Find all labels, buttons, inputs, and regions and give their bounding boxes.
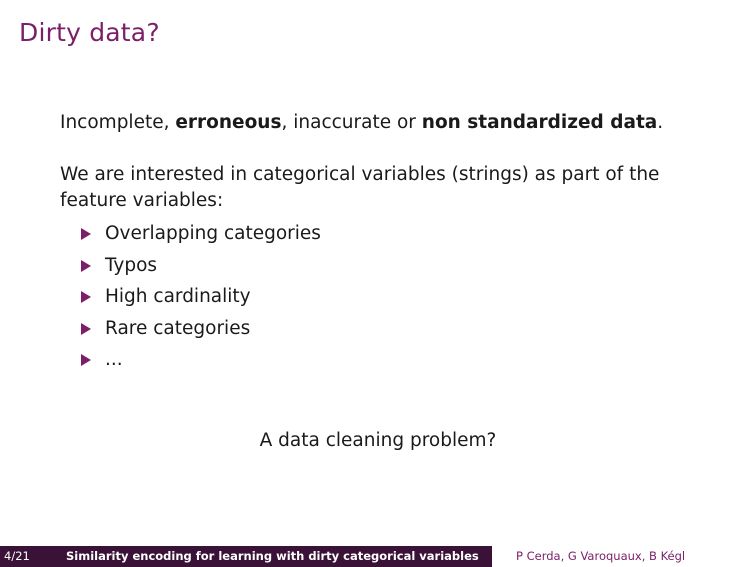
list-item-label: High cardinality <box>105 286 251 307</box>
list-item <box>60 250 700 282</box>
interest-sentence: We are interested in categorical variables (strings) as part of the feature variables: <box>60 164 660 211</box>
triangle-bullet-icon <box>81 228 91 240</box>
triangle-bullet-icon <box>81 323 91 335</box>
triangle-bullet-icon <box>81 260 91 272</box>
intro-text-2: , inaccurate or <box>281 112 422 133</box>
footer-bar <box>0 546 756 567</box>
closing-question: A data cleaning problem? <box>259 430 497 451</box>
intro-bold-non-standardized: non standardized data <box>421 112 658 133</box>
intro-sentence <box>60 110 700 136</box>
slide-title: Dirty data? <box>19 18 160 47</box>
list-item-label: Rare categories <box>105 317 251 339</box>
slide-body <box>60 110 700 376</box>
footer-authors: P Cerda, G Varoquaux, B Kégl <box>516 549 686 563</box>
intro-text-3: . <box>657 112 664 133</box>
footer-left-panel <box>0 546 492 567</box>
intro-text-1: Incomplete, <box>60 112 176 133</box>
triangle-bullet-icon <box>81 291 91 303</box>
list-item <box>60 344 700 376</box>
list-item-label: Typos <box>105 254 158 276</box>
footer-talk-title: Similarity encoding for learning with dirty categorical variables <box>66 549 479 563</box>
list-item <box>60 218 700 250</box>
list-item-label: ... <box>105 349 123 370</box>
page-number: 4/21 <box>4 549 30 563</box>
bullet-list <box>60 218 700 376</box>
list-item <box>60 313 700 345</box>
footer-right-panel <box>492 546 756 567</box>
list-item <box>60 281 700 313</box>
list-item-label: Overlapping categories <box>105 223 321 244</box>
triangle-bullet-icon <box>81 354 91 366</box>
intro-bold-erroneous: erroneous <box>175 112 282 133</box>
